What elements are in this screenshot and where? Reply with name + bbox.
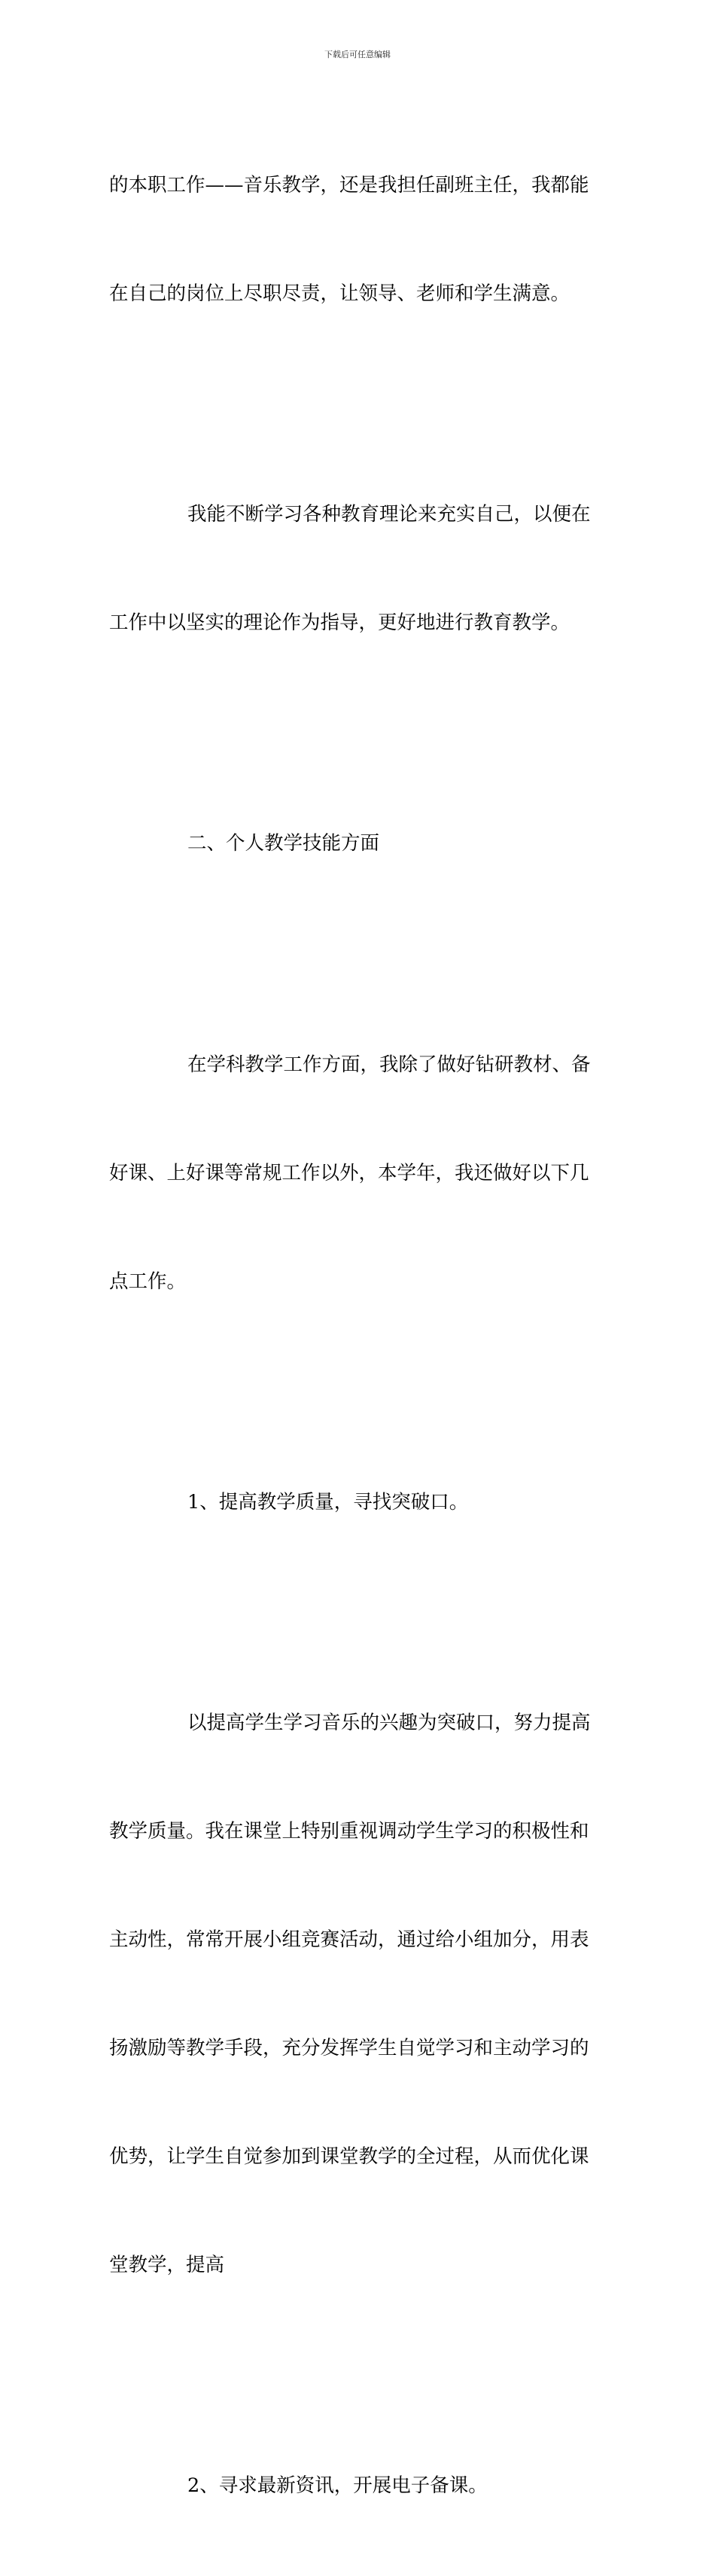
paragraph-line: 我能不断学习各种教育理论来充实自己，以便在 [187,503,591,526]
paragraph-line: 优势，让学生自觉参加到课堂教学的全过程，从而优化课 [109,2145,589,2168]
paragraph-line: 扬激励等教学手段，充分发挥学生自觉学习和主动学习的 [109,2037,589,2059]
paragraph-line: 好课、上好课等常规工作以外，本学年，我还做好以下几 [109,1162,589,1184]
paragraph-line: 在学科教学工作方面，我除了做好钻研教材、备 [187,1053,591,1076]
heading-text: 二、个人教学技能方面 [187,832,380,855]
page-header: 下载后可任意编辑 [324,50,391,59]
paragraph-4 [109,974,610,1372]
paragraph-6 [109,1632,610,2355]
paragraph-line: 堂教学，提高 [109,2254,225,2276]
section-heading [109,753,610,934]
paragraph-line: 在自己的岗位上尽职尽责，让领导、老师和学生满意。 [109,282,570,305]
heading-text: 1、提高教学质量，寻找突破口。 [187,1491,469,1514]
paragraph-line: 的本职工作——音乐教学，还是我担任副班主任，我都能 [109,174,589,197]
paragraph-line: 教学质量。我在课堂上特别重视调动学生学习的积极性和 [109,1820,589,1843]
paragraph-line: 以提高学生学习音乐的兴趣为突破口，努力提高 [187,1712,591,1734]
list-item-1-heading [109,1412,610,1593]
heading-text: 2、寻求最新资讯，开展电子备课。 [187,2474,488,2497]
paragraph-line: 点工作。 [109,1270,187,1293]
paragraph-line: 工作中以坚实的理论作为指导，更好地进行教育教学。 [109,611,570,634]
paragraph-line: 主动性，常常开展小组竞赛活动，通过给小组加分，用表 [109,1928,589,1951]
document-body [109,95,610,2576]
paragraph-1 [109,95,610,384]
list-item-2-heading [109,2395,610,2576]
paragraph-2 [109,424,610,713]
